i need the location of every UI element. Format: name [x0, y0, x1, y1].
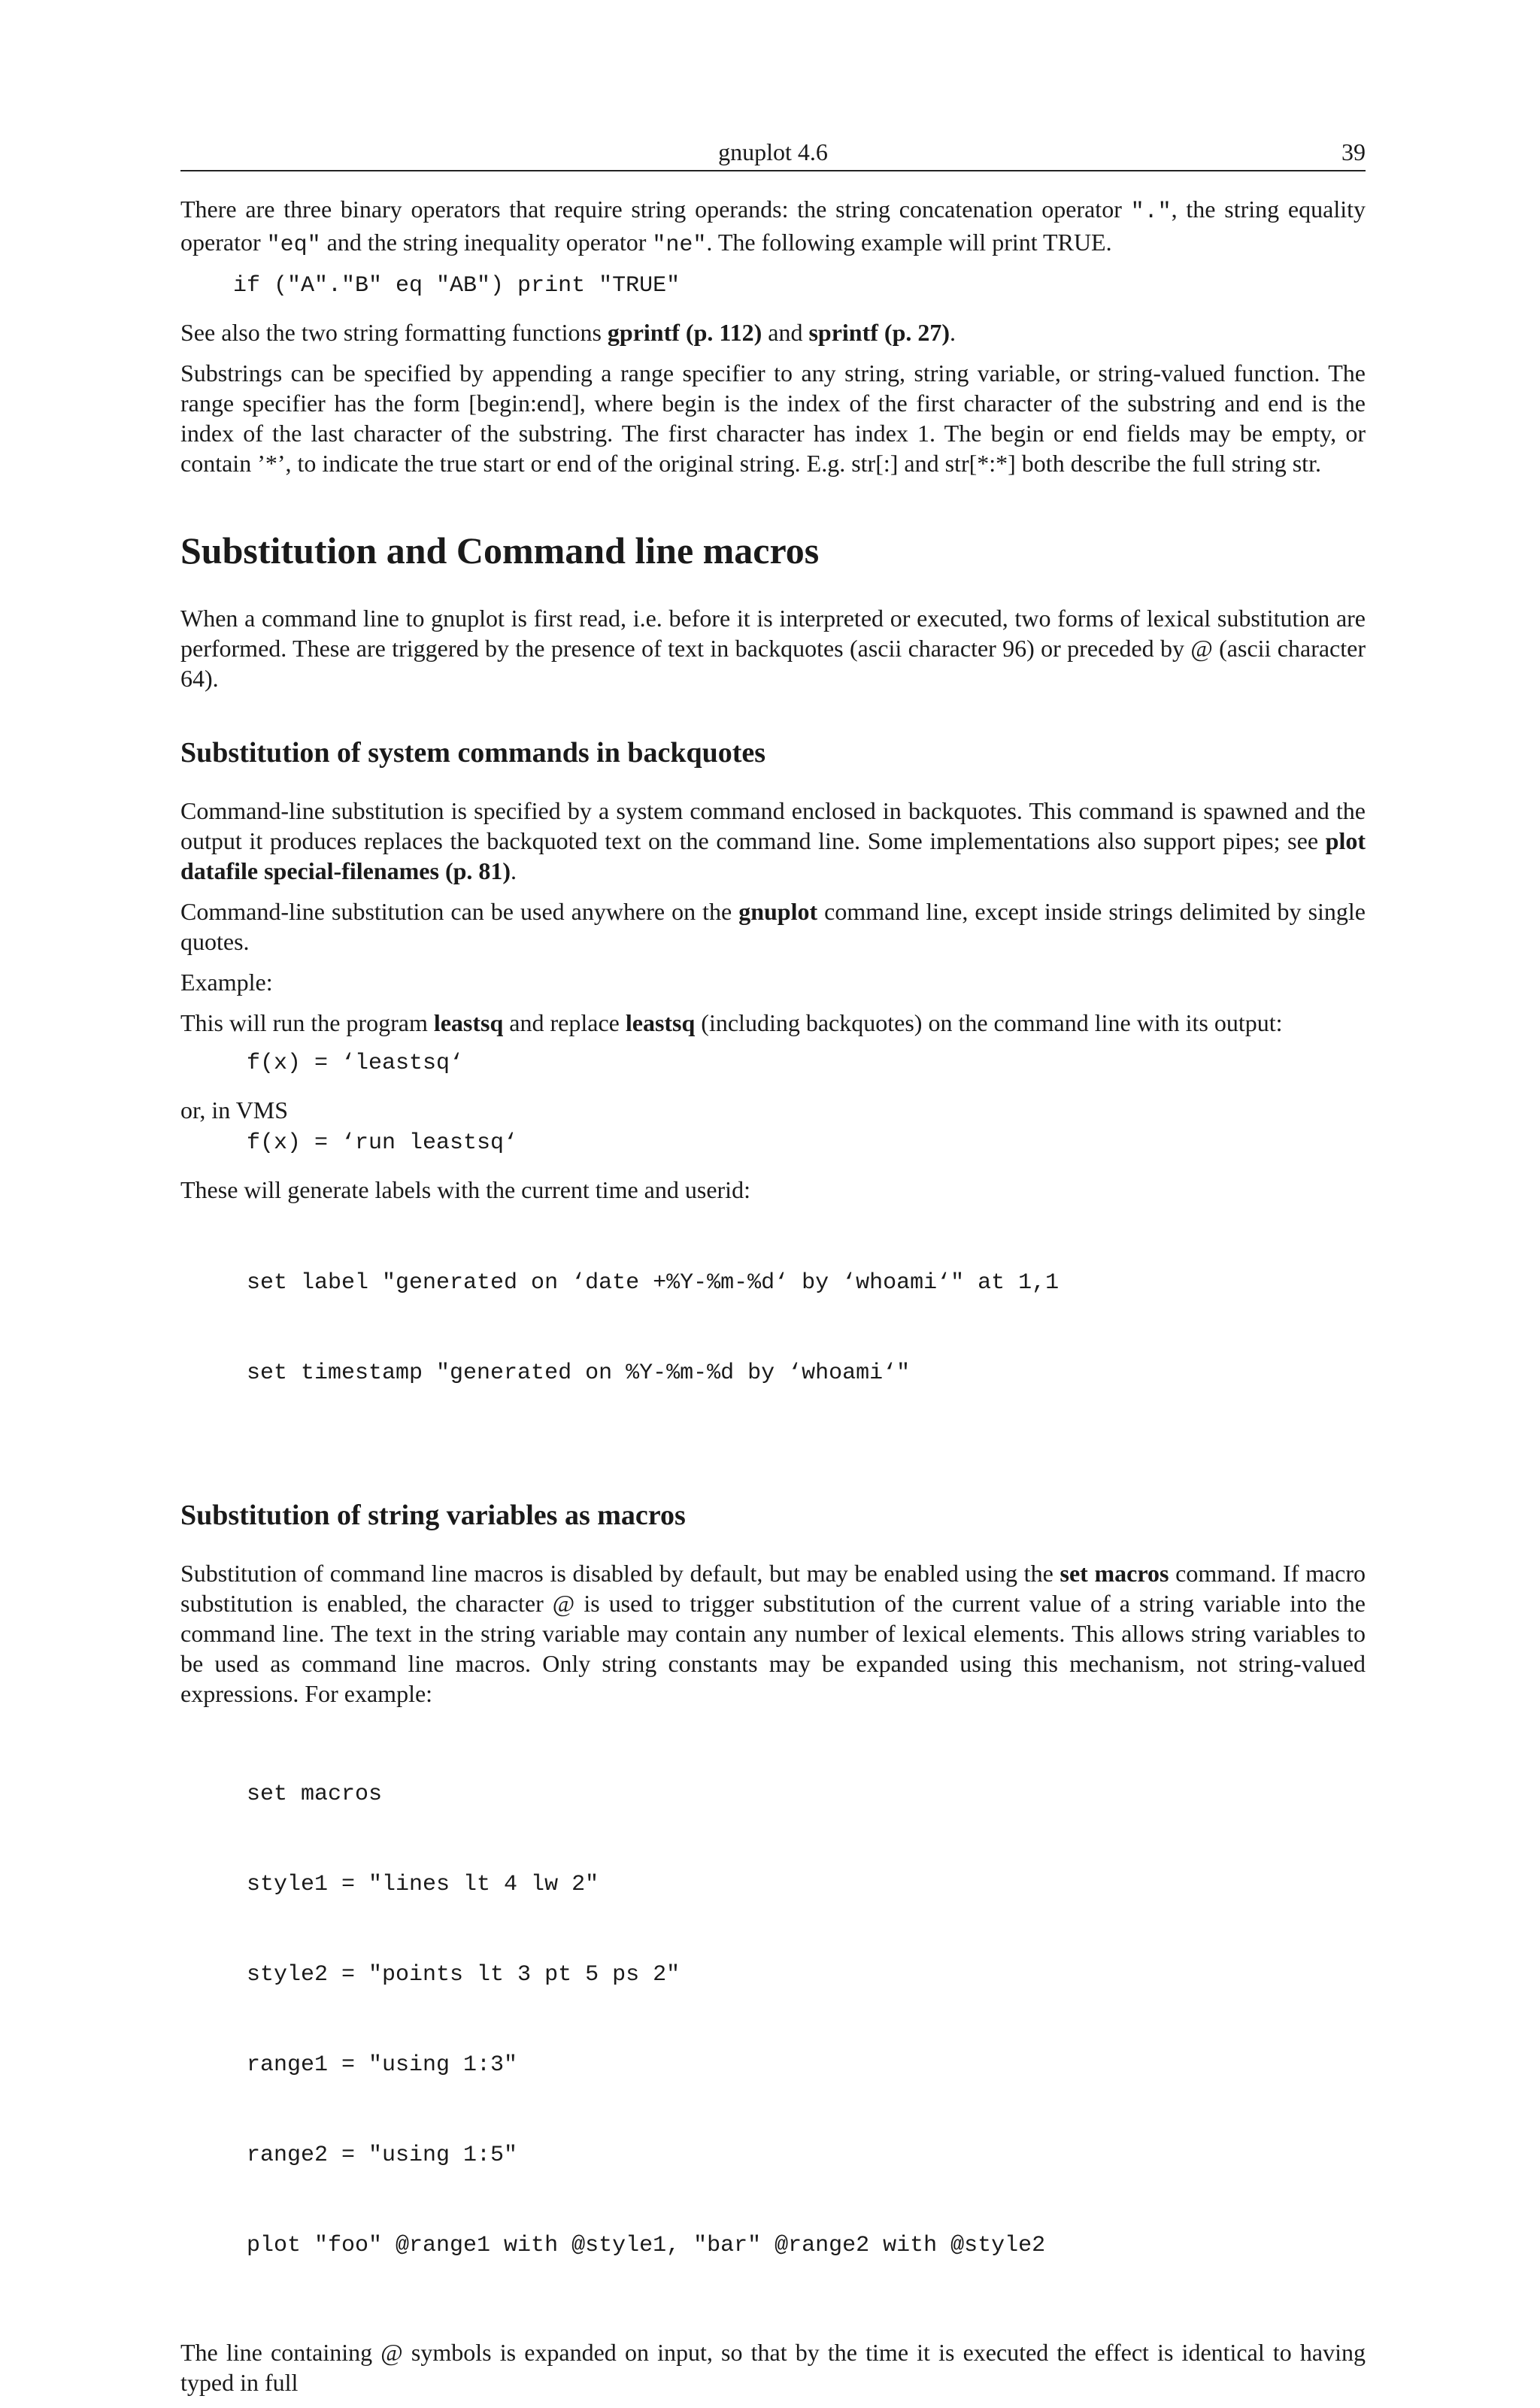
backquotes-paragraph-1: Command-line substitution is specified by a system command enclosed in backquotes. This command is spawned and the output it produces replaces the backquoted text on the command line. Some implementations also support pipes; see plot datafile special-filenames (p. 81).: [180, 797, 1366, 884]
section-heading-substitution: Substitution and Command line macros: [180, 529, 820, 572]
page-number: 39: [1341, 138, 1366, 165]
vms-label: or, in VMS: [180, 1096, 289, 1124]
timestamp-paragraph: These will generate labels with the current time and userid:: [180, 1176, 750, 1203]
macros-paragraph-2: The line containing @ symbols is expanded on input, so that by the time it is executed the effect is identical to having typed in full: [180, 2339, 1366, 2396]
code-example-vms: f(x) = ‘run leastsq‘: [247, 1130, 518, 1156]
code-line: set macros: [247, 1782, 383, 1807]
link-plot-datafile-special-filenames[interactable]: plot datafile special-filenames (p. 81): [180, 827, 1366, 884]
backquotes-paragraph-leastsq: This will run the program leastsq and replace leastsq (including backquotes) on the command line with its output:: [180, 1009, 1283, 1036]
code-example-concat: if ("A"."B" eq "AB") print "TRUE": [233, 273, 681, 299]
code-example-macros: [180, 1719, 1366, 2321]
header-title: gnuplot 4.6: [718, 138, 828, 165]
code-line: range1 = "using 1:3": [247, 2052, 518, 2078]
code-example-labels: [180, 1208, 1366, 1448]
link-gprintf[interactable]: gprintf (p. 112): [607, 319, 762, 346]
backquotes-paragraph-2: Command-line substitution can be used anywhere on the gnuplot command line, except inside strings delimited by single quotes.: [180, 898, 1366, 955]
code-line: plot "foo" @range1 with @style1, "bar" @range2 with @style2: [247, 2233, 1046, 2258]
code-line: set label "generated on ‘date +%Y-%m-%d‘ by ‘whoami‘" at 1,1: [247, 1270, 1060, 1296]
code-line: style2 = "points lt 3 pt 5 ps 2": [247, 1962, 681, 1988]
document-page: [180, 135, 1366, 2408]
macros-paragraph-1: Substitution of command line macros is disabled by default, but may be enabled using the set macros command. If macro substitution is enabled, the character @ is used to trigger substitution of the current value of a string variable into the command line. The text in the string variable may contain any number of lexical elements. This allows string variables to be used as command line macros. Only string constants may be expanded using this mechanism, not string-valued expressions. For example:: [180, 1560, 1366, 1707]
intro-paragraph-operators: There are three binary operators that require string operands: the string concatenation operator ".", the string equality operator "eq" and the string inequality operator "ne". The following example will print TRUE.: [180, 196, 1366, 258]
page-header: [180, 135, 1366, 171]
subsection-heading-string-macros: Substitution of string variables as macros: [180, 1500, 686, 1531]
subsection-heading-backquotes: Substitution of system commands in backquotes: [180, 737, 766, 769]
code-line: set timestamp "generated on %Y-%m-%d by ‘whoami‘": [247, 1360, 911, 1386]
code-example-leastsq: f(x) = ‘leastsq‘: [247, 1051, 464, 1076]
section1-paragraph: When a command line to gnuplot is first read, i.e. before it is interpreted or executed, two forms of lexical substitution are performed. These are triggered by the presence of text in backquotes (ascii character 96) or preceded by @ (ascii character 64).: [180, 605, 1366, 692]
link-sprintf[interactable]: sprintf (p. 27): [808, 319, 950, 346]
code-line: range2 = "using 1:5": [247, 2143, 518, 2168]
intro-paragraph-see-also: See also the two string formatting functions gprintf (p. 112) and sprintf (p. 27).: [180, 319, 956, 346]
code-line: style1 = "lines lt 4 lw 2": [247, 1872, 599, 1897]
example-label: Example:: [180, 969, 273, 996]
intro-paragraph-substrings: Substrings can be specified by appending a range specifier to any string, string variable, or string-valued function. The range specifier has the form [begin:end], where begin is the index of the first character of the substring and end is the index of the last character of the substring. The first character has index 1. The begin or end fields may be empty, or contain ’*’, to indicate the true start or end of the original string. E.g. str[:] and str[*:*] both describe the full string str.: [180, 359, 1366, 477]
